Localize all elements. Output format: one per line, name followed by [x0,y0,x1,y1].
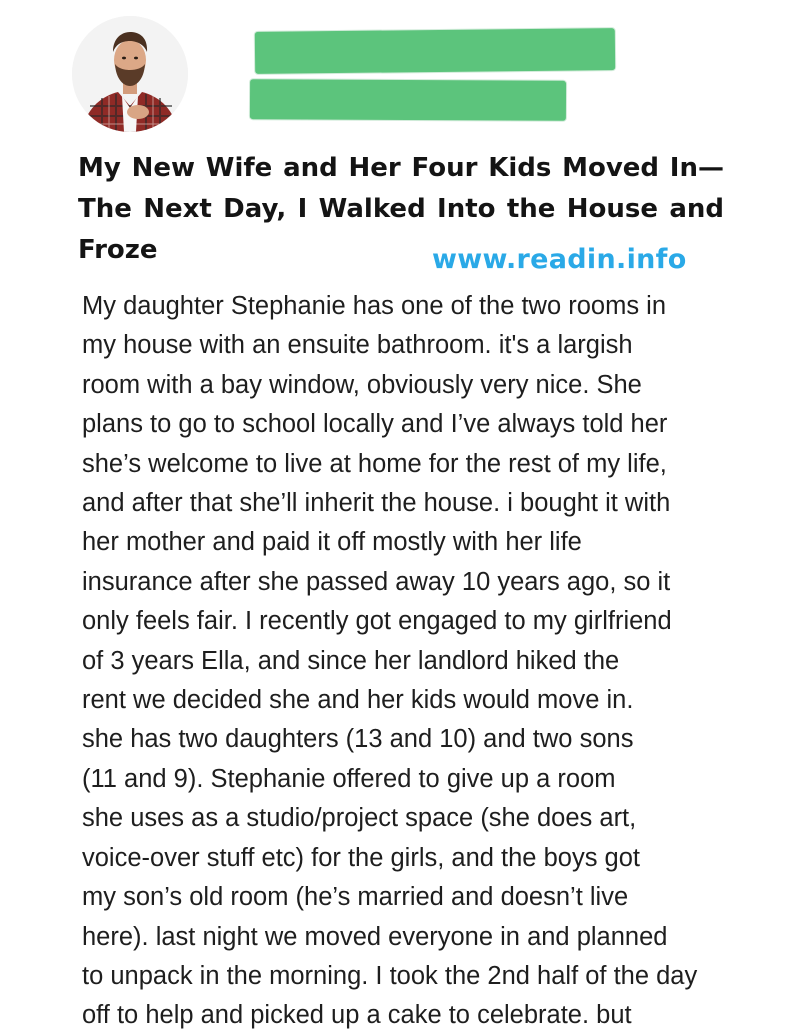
body-line: she uses as a studio/project space (she does art, [82,804,637,833]
body-line: off to help and picked up a cake to celebrate. but [82,1001,632,1030]
body-line: rent we decided she and her kids would move in. [82,686,634,715]
body-line: to unpack in the morning. I took the 2nd half of the day [82,961,698,990]
body-line: plans to go to school locally and I’ve always told her [82,410,668,439]
body-line: only feels fair. I recently got engaged to my girlfriend [82,607,672,636]
body-line: voice-over stuff etc) for the girls, and the boys got [82,843,640,872]
body-line: she’s welcome to live at home for the rest of my life, [82,449,667,478]
body-line: her mother and paid it off mostly with her life [82,528,582,557]
body-line: my house with an ensuite bathroom. it's a largish [82,331,633,360]
body-line: and after that she’ll inherit the house. i bought it with [82,489,671,518]
body-line: of 3 years Ella, and since her landlord hiked the [82,646,620,675]
body-line: My daughter Stephanie has one of the two rooms in [82,292,667,320]
body-line: (11 and 9). Stephanie offered to give up a room [82,764,616,793]
article-title: My New Wife and Her Four Kids Moved In—The Next Day, I Walked Into the House and Froze [78,153,724,265]
author-avatar [72,16,188,132]
site-watermark: www.readin.info [432,244,687,275]
body-line: she has two daughters (13 and 10) and two sons [82,725,634,754]
redaction-bar [255,28,615,74]
redaction-bar [250,79,566,121]
article-body [82,287,732,1036]
body-line: here). last night we moved everyone in and planned [82,922,668,951]
body-line: my son’s old room (he’s married and doesn’t live [82,883,629,912]
body-line: insurance after she passed away 10 years ago, so it [82,567,671,596]
body-line: room with a bay window, obviously very nice. She [82,370,642,399]
man-portrait-icon [72,16,188,132]
